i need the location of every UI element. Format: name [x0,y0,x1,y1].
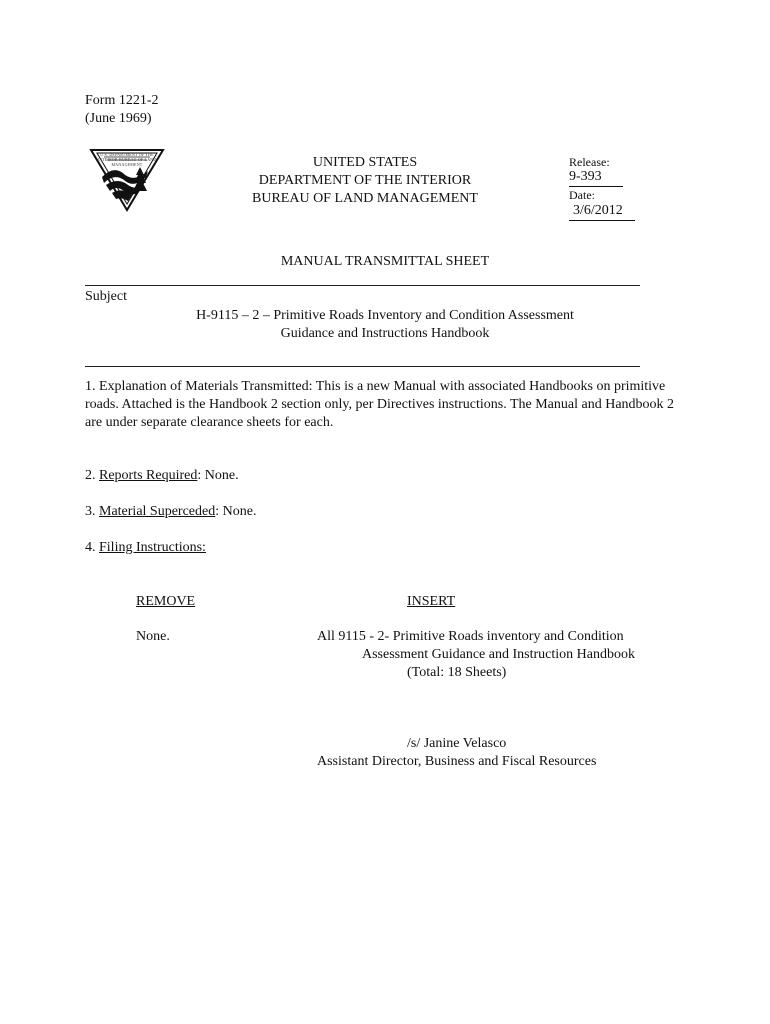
divider-top [85,285,640,286]
reports-value: : None. [197,468,239,483]
subject-line-1: H-9115 – 2 – Primitive Roads Inventory and Condition Assessment [196,308,574,323]
remove-header: REMOVE [136,594,196,609]
sheet-title: MANUAL TRANSMITTAL SHEET [280,254,490,269]
release-label: Release: [569,155,610,169]
superceded-value: : None. [215,504,257,519]
form-date: (June 1969) [85,111,152,126]
agency-line-1: UNITED STATES [312,155,418,170]
form-number: Form 1221-2 [85,93,159,108]
date-label: Date: [569,188,595,202]
reports-label: Reports Required [99,468,198,483]
insert-line-1: All 9115 - 2- Primitive Roads inventory and Condition [317,629,624,644]
reports-required [85,467,239,485]
superceded-number: 3. [85,504,96,519]
release-value: 9-393 [569,168,623,187]
reports-number: 2. [85,468,96,483]
filing-number: 4. [85,540,96,555]
insert-header: INSERT [407,594,456,609]
explanation-paragraph: 1. Explanation of Materials Transmitted: This is a new Manual with associated Handbooks on primitive roads. Attached is the Handbook 2 section only, per Directives instructions. The Manual and Handbook 2 are under separate clearance sheets for each. [85,379,675,430]
insert-line-3: (Total: 18 Sheets) [407,665,507,680]
filing-label: Filing Instructions: [99,540,206,555]
signature-title: Assistant Director, Business and Fiscal Resources [317,754,597,769]
date-value: 3/6/2012 [569,202,635,221]
superceded-label: Material Superceded [99,504,216,519]
material-superceded [85,503,256,521]
insert-line-2: Assessment Guidance and Instruction Handbook [362,647,635,662]
agency-line-2: DEPARTMENT OF THE INTERIOR [258,173,472,188]
filing-instructions [85,539,206,557]
subject-line-2: Guidance and Instructions Handbook [280,326,490,341]
divider-bottom [85,366,640,367]
agency-line-3: BUREAU OF LAND MANAGEMENT [252,191,478,206]
remove-value: None. [136,629,170,644]
signature-name: /s/ Janine Velasco [407,736,507,751]
logo-ring-text: U.S. DEPARTMENT OF THE INTERIOR BUREAU OF LAND MANAGEMENT [97,152,157,167]
subject-label: Subject [85,289,127,304]
